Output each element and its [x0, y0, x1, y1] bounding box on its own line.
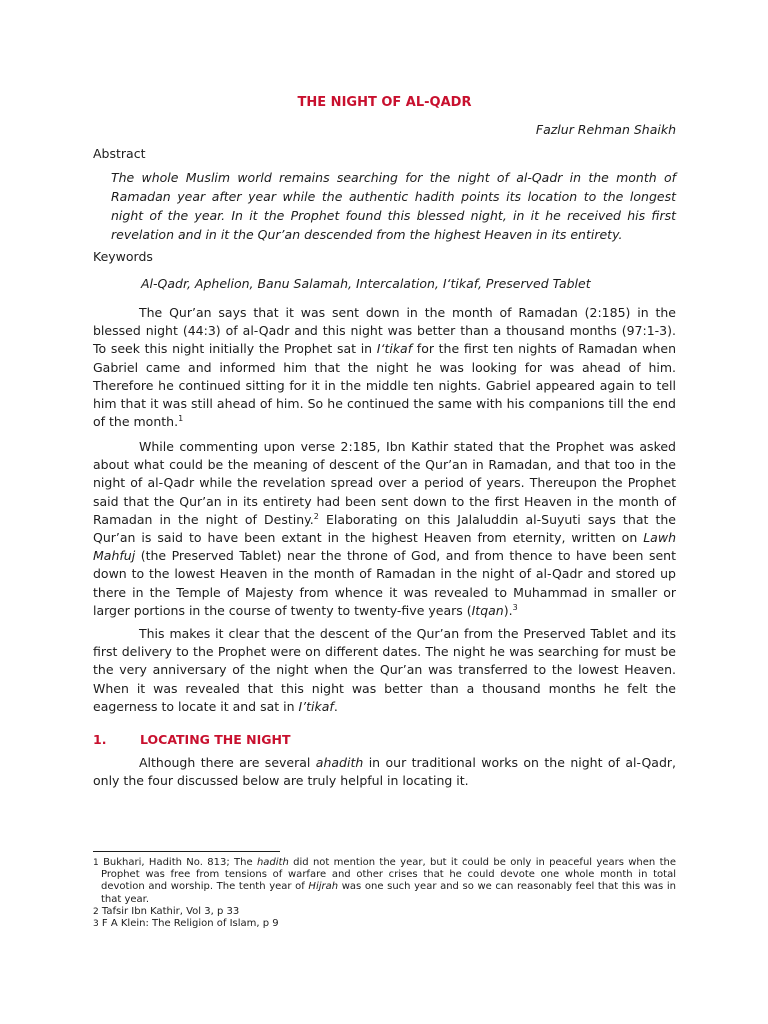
- footnote-ref-3[interactable]: 3: [512, 602, 518, 612]
- footnote-3: [93, 918, 676, 930]
- paragraph-4-text-a: Although there are several: [139, 755, 316, 770]
- section-title: LOCATING THE NIGHT: [140, 732, 291, 747]
- footnote-2-mark: 2: [93, 906, 99, 917]
- paragraph-2-text-a: While commenting upon verse 2:185, Ibn Kathir stated that the Prophet was asked about what could be the meaning of descent of the Qur’an in Ramadan, and that too in the night of al-Qadr while the revelation spread over a period of years. Thereupon the Prophet said that the Qur’an in its entirety had been sent down to the first Heaven in the month of Ramadan in the night of Destiny.: [93, 439, 676, 527]
- paragraph-1-text-b: for the first ten nights of Ramadan when Gabriel came and informed him that the night he was looking for was ahead of him. Therefore he continued sitting for it in the middle ten nights. Gabriel appeared again to tell him that it was still ahead of him. So he continued the same with his companions till the end of the month.: [93, 341, 677, 430]
- footnote-3-mark: 3: [93, 919, 99, 930]
- paragraph-4: [93, 754, 676, 790]
- page-title: THE NIGHT OF AL-QADR: [297, 95, 472, 110]
- paragraph-1: [93, 304, 676, 431]
- paragraph-2-text-d: ).: [503, 602, 513, 618]
- abstract-text: The whole Muslim world remains searching for the night of al-Qadr in the month of Ramadan year after year while the authentic hadith points its location to the longest night of the year. In it the Prophet found this blessed night, in it he received his first revelation and in it the Qur’an descended from the highest Heaven in its entirety.: [111, 170, 676, 242]
- footnote-1: [93, 857, 676, 906]
- footnote-2: [93, 906, 676, 918]
- section-number: 1.: [93, 732, 107, 747]
- footnote-divider: [93, 851, 280, 852]
- footnote-ref-2[interactable]: 2: [313, 511, 319, 521]
- author-name: Fazlur Rehman Shaikh: [535, 122, 676, 137]
- abstract-label: Abstract: [93, 146, 146, 161]
- paragraph-4-italic-ahadith: ahadith: [315, 755, 364, 770]
- paragraph-1-text-a: The Qur’an says that it was sent down in the month of Ramadan (2:185) in the blessed night (44:3) of al-Qadr and this night was better than a thousand months (97:1-3). To seek this night initially the Prophet sat in: [93, 305, 676, 357]
- paragraph-3-italic-itikaf: I’tikaf: [298, 698, 334, 714]
- paragraph-4-text-b: in our traditional works on the night of al-Qadr, only the four discussed below are truly helpful in locating it.: [93, 755, 677, 789]
- footnote-1-text-b: did not mention the year, but it could be only in peaceful years when the Prophet was free from tensions of warfare and other crises that he could devote one whole month in total devotion and worship. The tenth year of: [101, 857, 676, 893]
- paragraph-1-italic-itikaf: I‘tikaf: [376, 341, 413, 357]
- paragraph-2-italic-lawh-mahfuj: Lawh Mahfuj: [93, 530, 676, 564]
- footnote-3-text: F A Klein: The Religion of Islam, p 9: [98, 918, 279, 930]
- section-heading-1: [93, 731, 291, 749]
- keywords-text: Al-Qadr, Aphelion, Banu Salamah, Intercalation, I‘tikaf, Preserved Tablet: [141, 276, 591, 291]
- footnotes: [93, 857, 676, 930]
- footnote-1-text-a: Bukhari, Hadith No. 813; The: [98, 857, 257, 868]
- footnote-1-italic-hadith: hadith: [256, 857, 289, 868]
- paragraph-2: [93, 438, 676, 620]
- footnote-1-italic-hijrah: Hijrah: [308, 881, 339, 893]
- paragraph-3: [93, 625, 676, 716]
- paragraph-2-italic-itqan: Itqan: [471, 602, 504, 618]
- paragraph-3-text-a: This makes it clear that the descent of the Qur’an from the Preserved Tablet and its first delivery to the Prophet were on different dates. The night he was searching for must be the very anniversary of the night when the Qur’an was transferred to the lowest Heaven. When it was revealed that this night was better than a thousand months he felt the eagerness to locate it and sat in: [93, 626, 676, 714]
- footnote-ref-1[interactable]: 1: [178, 414, 184, 424]
- paragraph-2-text-b: Elaborating on this Jalaluddin al-Suyuti says that the Qur’an is said to have been extant in the highest Heaven from eternity, written on: [93, 511, 677, 546]
- keywords-label: Keywords: [93, 249, 153, 264]
- footnote-1-text-c: was one such year and so we can reasonably feel that this was in that year.: [101, 881, 677, 905]
- footnote-2-text: Tafsir Ibn Kathir, Vol 3, p 33: [98, 905, 240, 917]
- paragraph-2-text-c: (the Preserved Tablet) near the throne of God, and from thence to have been sent down to the lowest Heaven in the month of Ramadan in the night of al-Qadr and stored up there in the Temple of Majesty from whence it was revealed to Muhammad in smaller or larger portions in the course of twenty to twenty-five years (: [93, 548, 676, 618]
- footnote-1-mark: 1: [93, 858, 99, 868]
- paragraph-3-text-b: .: [333, 698, 338, 714]
